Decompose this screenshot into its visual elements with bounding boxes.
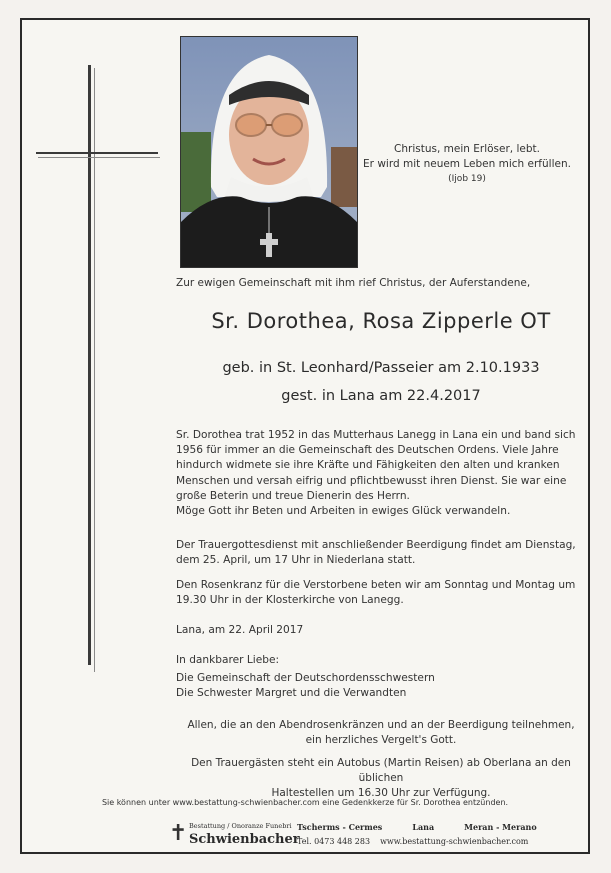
deceased-name: Sr. Dorothea, Rosa Zipperle OT xyxy=(211,309,551,333)
memorial-cross-icon xyxy=(88,65,91,665)
town: Tscherms - Cermes xyxy=(297,822,383,832)
town: Meran - Merano xyxy=(464,822,537,832)
thanks-note xyxy=(176,718,586,748)
portrait-photo xyxy=(180,36,358,268)
bio-line: Möge Gott ihr Beten und Arbeiten in ewiges Glück verwandeln. xyxy=(176,505,511,518)
funeral-service-paragraph xyxy=(176,538,576,568)
funeral-home-footer xyxy=(163,819,563,853)
quote-reference: (Ijob 19) xyxy=(448,174,486,184)
mourners-heading: In dankbarer Liebe: xyxy=(176,654,280,666)
memorial-cross-shadow xyxy=(94,68,95,672)
service-line: dem 25. April, um 17 Uhr in Niederlana statt. xyxy=(176,554,416,567)
bus-line: Haltestellen um 16.30 Uhr zur Verfügung. xyxy=(271,787,491,799)
thanks-line: ein herzliches Vergelt's Gott. xyxy=(305,734,457,746)
logo-name: Schwienbacher xyxy=(189,832,300,847)
bio-line: hindurch widmete sie ihre Kräfte und Fähigkeiten den alten und kranken xyxy=(176,459,560,472)
bus-note xyxy=(176,756,586,801)
quote-line-2: Er wird mit neuem Leben mich erfüllen. xyxy=(363,158,571,170)
notice-date: Lana, am 22. April 2017 xyxy=(176,624,304,636)
bio-line: große Beterin und treue Dienerin des Herrn. xyxy=(176,489,410,502)
bio-line: Menschen und versah eifrig und pflichtbewusst ihren Dienst. Sie war eine xyxy=(176,474,567,487)
intro-line: Zur ewigen Gemeinschaft mit ihm rief Christus, der Auferstandene, xyxy=(176,277,531,289)
mourners-list xyxy=(176,671,435,701)
quote-line-1: Christus, mein Erlöser, lebt. xyxy=(394,143,540,155)
service-line: Der Trauergottesdienst mit anschließender Beerdigung findet am Dienstag, xyxy=(176,539,576,551)
bio-line: 1956 für immer an die Gemeinschaft des Deutschen Ordens. Viele Jahre xyxy=(176,444,559,457)
funeral-home-logo xyxy=(163,821,300,851)
birth-info: geb. in St. Leonhard/Passeier am 2.10.1933 xyxy=(222,360,540,376)
memorial-cross-bar xyxy=(36,152,158,154)
scripture-quote xyxy=(360,142,574,187)
biography-paragraph xyxy=(176,428,586,519)
bio-line: Sr. Dorothea trat 1952 in das Mutterhaus Lanegg in Lana ein und band sich xyxy=(176,429,576,441)
rosary-paragraph xyxy=(176,578,586,608)
branch-towns xyxy=(297,822,567,832)
mourner-line: Die Schwester Margret und die Verwandten xyxy=(176,687,407,700)
town: Lana xyxy=(412,822,435,832)
death-info: gest. in Lana am 22.4.2017 xyxy=(281,388,481,404)
phone-number: Tel. 0473 448 283 xyxy=(297,837,371,846)
memorial-cross-bar-shadow xyxy=(38,157,160,158)
rosary-line: 19.30 Uhr in der Klosterkirche von Lanegg. xyxy=(176,594,404,607)
candle-note: Sie können unter www.bestattung-schwienbacher.com eine Gedenkkerze für Sr. Dorothea entzünden. xyxy=(101,798,509,807)
bus-line: Den Trauergästen steht ein Autobus (Martin Reisen) ab Oberlana an den üblichen xyxy=(191,757,571,784)
logo-tagline: Bestattung / Onoranze Funebri xyxy=(189,822,292,830)
thanks-line: Allen, die an den Abendrosenkränzen und an der Beerdigung teilnehmen, xyxy=(187,719,575,731)
rosary-line: Den Rosenkranz für die Verstorbene beten wir am Sonntag und Montag um xyxy=(176,579,576,591)
cross-icon: ✝ xyxy=(169,821,188,846)
mourner-line: Die Gemeinschaft der Deutschordensschwestern xyxy=(176,672,435,684)
website-link[interactable]: www.bestattung-schwienbacher.com xyxy=(380,837,529,846)
contact-info xyxy=(297,837,528,846)
